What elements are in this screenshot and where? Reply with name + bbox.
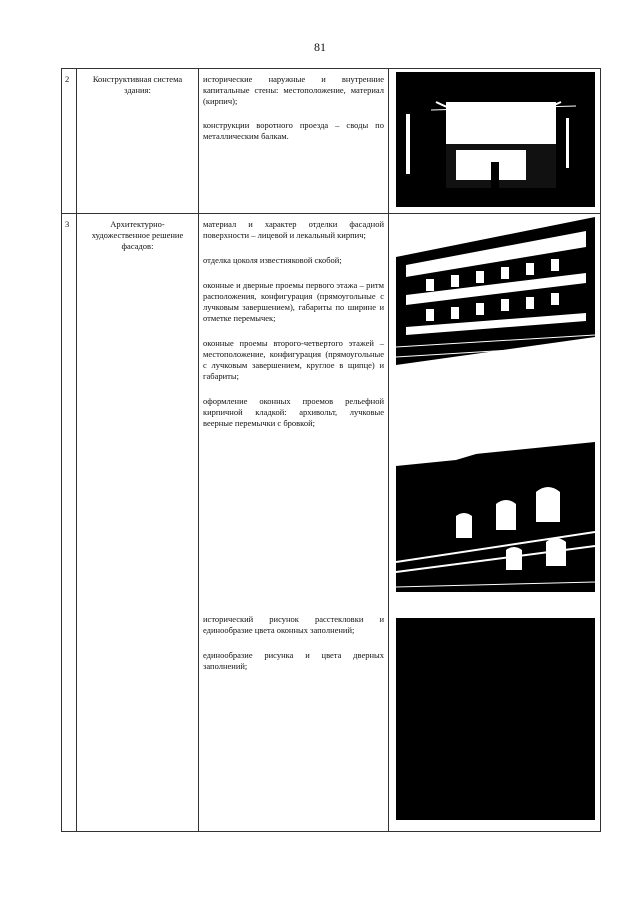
- element-name: Конструктивная система здания:: [92, 74, 183, 95]
- description-item: оконные и дверные проемы первого этажа – ритм расположения, конфигурация (прямоугольные с лучковым завершением), габариты по ширине и отметке перемычек;: [203, 280, 384, 323]
- window-detail-photo: [396, 618, 595, 820]
- row-number-cell: [62, 69, 77, 214]
- element-name-cell: [77, 214, 199, 832]
- element-description-cell: [199, 214, 389, 832]
- description-item: исторические наружные и внутренние капитальные стены: местоположение, материал (кирпич);: [203, 74, 384, 106]
- facade-perspective-photo: [396, 217, 595, 365]
- facade-windows-photo: [396, 442, 595, 592]
- gateway-vault-photo: [396, 72, 595, 207]
- table-row: [62, 69, 601, 214]
- description-item: материал и характер отделки фасадной поверхности – лицевой и лекальный кирпич;: [203, 219, 384, 240]
- table-row: [62, 214, 601, 832]
- photo-cell: [389, 214, 601, 832]
- element-name-cell: [77, 69, 199, 214]
- description-item: исторический рисунок расстекловки и единообразие цвета оконных заполнений;: [203, 614, 384, 635]
- row-number: 2: [65, 74, 70, 84]
- description-item: оконные проемы второго-четвертого этажей –местоположение, конфигурация (прямоугольные с лучковым завершением, круглое в щипце) и габариты;: [203, 338, 384, 381]
- element-description-cell: [199, 69, 389, 214]
- description-item: отделка цоколя известняковой скобой;: [203, 255, 342, 265]
- description-item: оформление оконных проемов рельефной кирпичной кладкой: архивольт, лучковые веерные перемычки с бровкой;: [203, 396, 384, 428]
- element-name: Архитектурно-художественное решение фасадов:: [91, 219, 184, 251]
- row-number-cell: [62, 214, 77, 832]
- description-item: конструкции воротного проезда – своды по металлическим балкам.: [203, 120, 384, 141]
- photo-cell: [389, 69, 601, 214]
- description-item: единообразие рисунка и цвета дверных заполнений;: [203, 650, 384, 671]
- heritage-elements-table: [61, 68, 601, 832]
- row-number: 3: [65, 219, 70, 229]
- page-number: 81: [314, 40, 326, 54]
